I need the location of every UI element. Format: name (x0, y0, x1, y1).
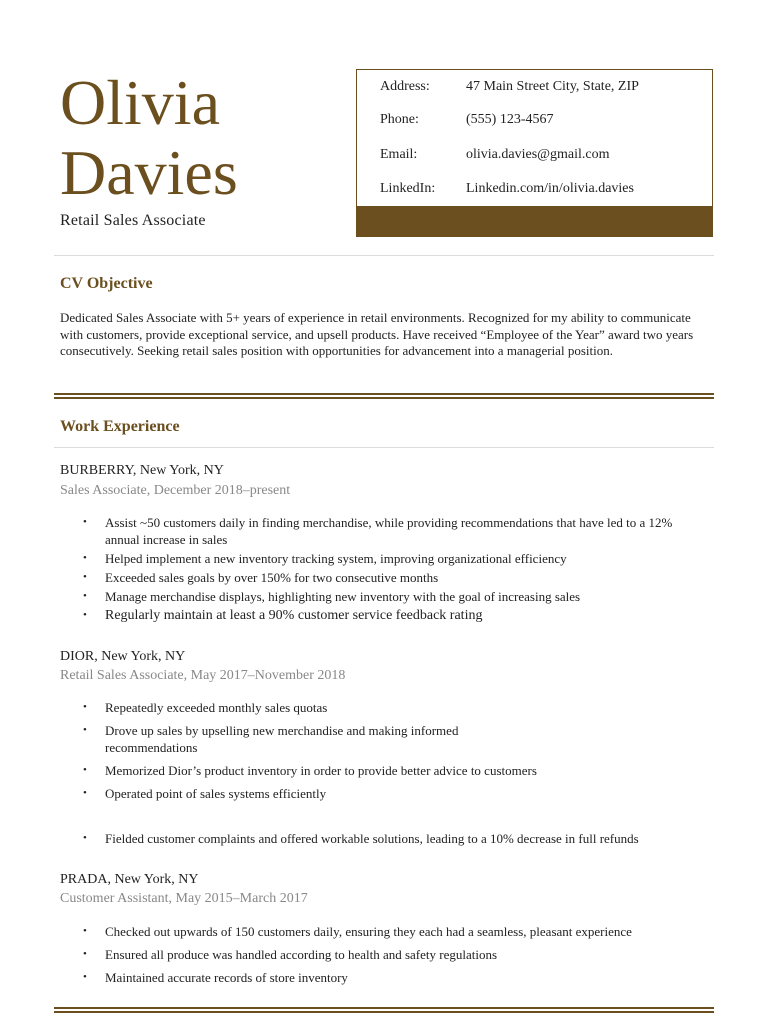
job-role: Sales Associate, December 2018–present (60, 483, 291, 498)
job-role: Retail Sales Associate, May 2017–November 2018 (60, 668, 346, 683)
work-experience-heading: Work Experience (60, 418, 180, 435)
list-item: • Exceeded sales goals by over 150% for two consecutive months (60, 569, 700, 586)
list-item: • Ensured all produce was handled according to health and safety regulations (60, 946, 700, 963)
phone-value: (555) 123-4567 (466, 112, 554, 127)
list-item: • Regularly maintain at least a 90% customer service feedback rating (60, 607, 700, 624)
list-item: • Repeatedly exceeded monthly sales quotas (60, 699, 700, 716)
job-company: PRADA, New York, NY (60, 872, 199, 887)
contact-accent-bar (357, 206, 712, 236)
contact-label: Email: (380, 147, 418, 162)
contact-label: Phone: (380, 112, 419, 127)
email-value: olivia.davies@gmail.com (466, 147, 610, 162)
list-item: • Maintained accurate records of store inventory (60, 969, 700, 986)
list-item: • Helped implement a new inventory tracking system, improving organizational efficiency (60, 550, 700, 567)
divider (54, 255, 714, 256)
list-item: • Manage merchandise displays, highlighting new inventory with the goal of increasing sales (60, 588, 700, 605)
linkedin-value: Linkedin.com/in/olivia.davies (466, 181, 634, 196)
objective-text: Dedicated Sales Associate with 5+ years of experience in retail environments. Recognized for my ability to communicate with customers, provide exceptional service, and upsell products. Have received “Employee of the Year” award two years consecutively. Seeking retail sales position with opportunities for advancement into a managerial position. (60, 310, 694, 358)
list-item: • Assist ~50 customers daily in finding merchandise, while providing recommendations that have led to a 12% annual increase in sales (60, 514, 700, 548)
job-bullets (60, 699, 700, 847)
objective-heading: CV Objective (60, 275, 153, 292)
list-item: • Memorized Dior’s product inventory in order to provide better advice to customers (60, 762, 700, 779)
list-item: • Drove up sales by upselling new merchandise and making informed recommendations (60, 722, 495, 756)
job-company: DIOR, New York, NY (60, 649, 186, 664)
address-value: 47 Main Street City, State, ZIP (466, 79, 639, 94)
candidate-name (60, 68, 238, 208)
first-name: Olivia (60, 67, 220, 138)
divider (54, 447, 714, 448)
list-item: • Operated point of sales systems efficiently (60, 785, 700, 802)
contact-box (356, 69, 713, 237)
section-divider (54, 1007, 714, 1013)
job-role: Customer Assistant, May 2015–March 2017 (60, 891, 308, 906)
contact-label: Address: (380, 79, 430, 94)
job-bullets (60, 923, 700, 986)
job-company: BURBERRY, New York, NY (60, 463, 224, 478)
contact-label: LinkedIn: (380, 181, 436, 196)
last-name: Davies (60, 137, 238, 208)
list-item: • Fielded customer complaints and offered workable solutions, leading to a 10% decrease in full refunds (60, 830, 700, 847)
section-divider (54, 393, 714, 399)
job-bullets (60, 514, 700, 624)
list-item: • Checked out upwards of 150 customers daily, ensuring they each had a seamless, pleasant experience (60, 923, 700, 940)
job-title: Retail Sales Associate (60, 212, 206, 229)
